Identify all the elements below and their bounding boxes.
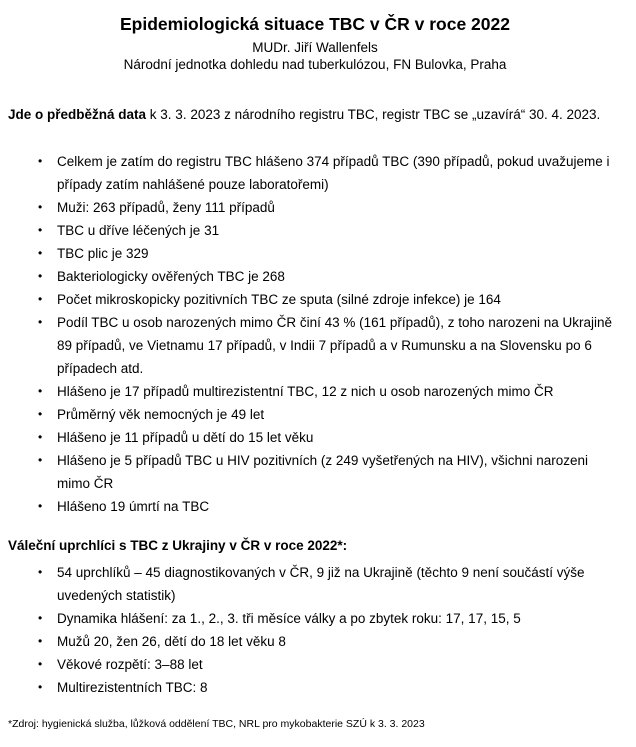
bullet-text: Multirezistentních TBC: 8 xyxy=(57,680,208,695)
bullet-icon: • xyxy=(38,657,43,671)
source-footnote: *Zdroj: hygienická služba, lůžková oddělení TBC, NRL pro mykobakterie SZÚ k 3. 3. 2023 xyxy=(8,718,425,730)
bullet-text: Hlášeno je 11 případů u dětí do 15 let věku xyxy=(57,430,314,445)
intro-bold-lead: Jde o předběžná data xyxy=(8,107,147,122)
list-item xyxy=(38,196,622,219)
list-item xyxy=(38,288,622,311)
list-item xyxy=(38,242,622,265)
intro-rest: k 3. 3. 2023 z národního registru TBC, registr TBC se „uzavírá“ 30. 4. 2023. xyxy=(146,107,601,122)
bullet-icon: • xyxy=(38,315,43,329)
intro-paragraph xyxy=(8,103,622,126)
refugee-section-heading: Váleční uprchlíci s TBC z Ukrajiny v ČR v roce 2022*: xyxy=(8,538,348,553)
bullet-text: Hlášeno je 17 případů multirezistentní TBC, 12 z nich u osob narozených mimo ČR xyxy=(57,384,554,399)
list-item xyxy=(38,311,622,380)
bullet-icon: • xyxy=(38,634,43,648)
bullet-icon: • xyxy=(38,269,43,283)
list-item xyxy=(38,561,622,607)
page-title: Epidemiologická situace TBC v ČR v roce 2022 xyxy=(119,14,510,34)
bullet-icon: • xyxy=(38,565,43,579)
bullet-text: Muži: 263 případů, ženy 111 případů xyxy=(57,200,275,215)
affiliation-line: Národní jednotka dohledu nad tuberkulózou, FN Bulovka, Praha xyxy=(123,57,507,72)
list-item xyxy=(38,653,622,676)
bullet-icon: • xyxy=(38,246,43,260)
bullet-text: Mužů 20, žen 26, dětí do 18 let věku 8 xyxy=(57,634,286,649)
bullet-text: Věkové rozpětí: 3–88 let xyxy=(57,657,203,672)
bullet-icon: • xyxy=(38,680,43,694)
bullet-text: Počet mikroskopicky pozitivních TBC ze sputa (silné zdroje infekce) je 164 xyxy=(57,292,501,307)
list-item xyxy=(38,495,622,518)
bullet-text: 54 uprchlíků – 45 diagnostikovaných v ČR, 9 již na Ukrajině (těchto 9 není součástí výše uvedených statistik) xyxy=(57,565,585,603)
bullet-text: Bakteriologicky ověřených TBC je 268 xyxy=(57,269,285,284)
refugee-bullet-list xyxy=(8,561,622,699)
bullet-icon: • xyxy=(38,384,43,398)
bullet-icon: • xyxy=(38,292,43,306)
bullet-text: Hlášeno je 5 případů TBC u HIV pozitivních (z 249 vyšetřených na HIV), všichni narozeni mimo ČR xyxy=(57,453,589,491)
bullet-text: TBC plic je 329 xyxy=(57,246,149,261)
list-item xyxy=(38,219,622,242)
bullet-text: Podíl TBC u osob narozených mimo ČR činí 43 % (161 případů), z toho narozeni na Ukrajině 89 případů, ve Vietnamu 17 případů, v Indii 7 případů a v Rumunsku a na Slovensku po 6 případech atd. xyxy=(57,315,613,376)
bullet-icon: • xyxy=(38,611,43,625)
list-item xyxy=(38,630,622,653)
list-item xyxy=(38,449,622,495)
list-item xyxy=(38,150,622,196)
bullet-icon: • xyxy=(38,200,43,214)
main-bullet-list xyxy=(8,150,622,518)
bullet-text: Celkem je zatím do registru TBC hlášeno 374 případů TBC (390 případů, pokud uvažujeme i případy zatím nahlášené pouze laboratořemi) xyxy=(57,154,610,192)
bullet-text: TBC u dříve léčených je 31 xyxy=(57,223,220,238)
list-item xyxy=(38,265,622,288)
bullet-icon: • xyxy=(38,407,43,421)
bullet-icon: • xyxy=(38,499,43,513)
bullet-text: Dynamika hlášení: za 1., 2., 3. tři měsíce války a po zbytek roku: 17, 17, 15, 5 xyxy=(57,611,521,626)
bullet-icon: • xyxy=(38,223,43,237)
list-item xyxy=(38,403,622,426)
list-item xyxy=(38,380,622,403)
bullet-icon: • xyxy=(38,154,43,168)
author-line: MUDr. Jiří Wallenfels xyxy=(252,40,378,55)
list-item xyxy=(38,676,622,699)
list-item xyxy=(38,426,622,449)
bullet-icon: • xyxy=(38,430,43,444)
bullet-icon: • xyxy=(38,453,43,467)
bullet-text: Průměrný věk nemocných je 49 let xyxy=(57,407,265,422)
list-item xyxy=(38,607,622,630)
bullet-text: Hlášeno 19 úmrtí na TBC xyxy=(57,499,210,514)
